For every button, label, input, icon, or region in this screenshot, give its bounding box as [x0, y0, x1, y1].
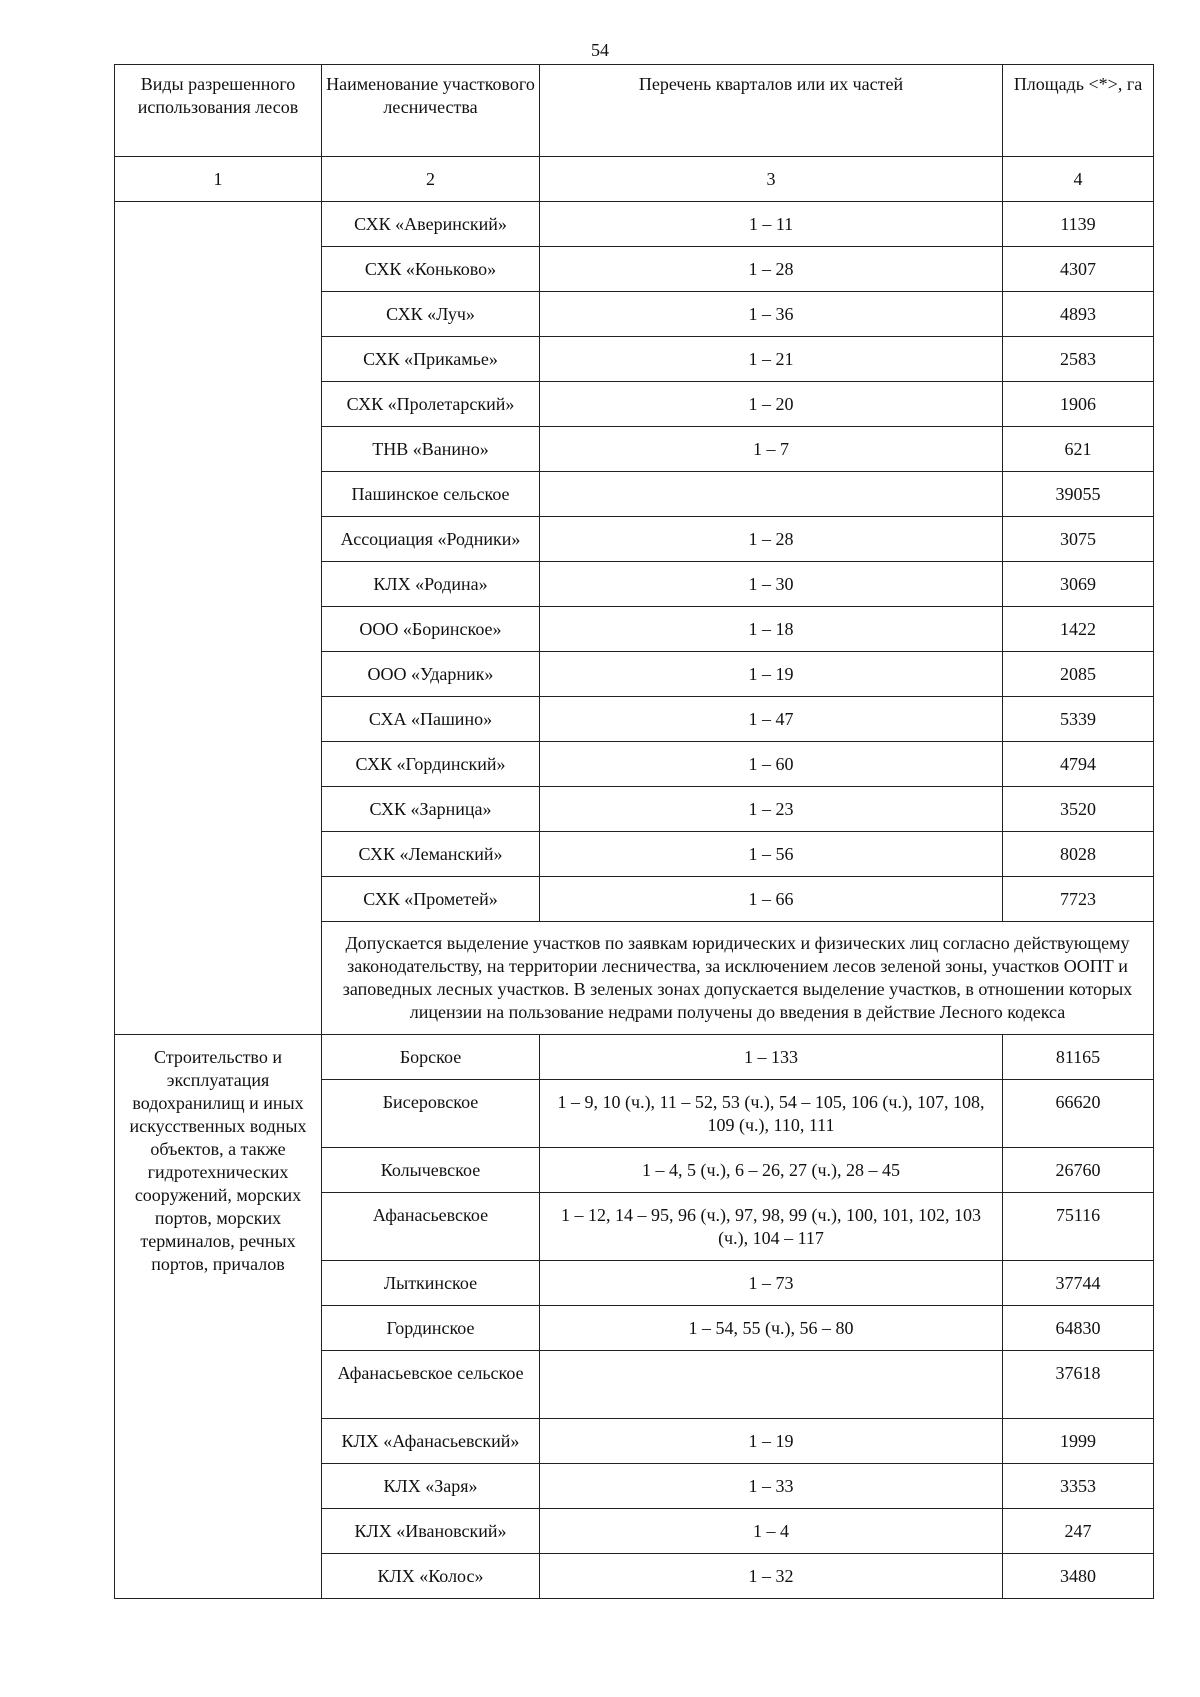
area-cell: 1999 [1003, 1419, 1154, 1464]
quarters-cell: 1 – 28 [540, 247, 1003, 292]
forestry-name-cell: Пашинское сельское [322, 472, 540, 517]
forestry-name-cell: ТНВ «Ванино» [322, 427, 540, 472]
area-cell: 8028 [1003, 832, 1154, 877]
forestry-name-cell: Ассоциация «Родники» [322, 517, 540, 562]
quarters-cell: 1 – 4 [540, 1509, 1003, 1554]
area-cell: 26760 [1003, 1148, 1154, 1193]
area-cell: 3480 [1003, 1554, 1154, 1599]
area-cell: 64830 [1003, 1306, 1154, 1351]
quarters-cell: 1 – 28 [540, 517, 1003, 562]
forestry-name-cell: ООО «Боринское» [322, 607, 540, 652]
header-cell-forestry-name: Наименование участкового лесничества [322, 65, 540, 157]
forestry-name-cell: КЛХ «Заря» [322, 1464, 540, 1509]
area-cell: 4893 [1003, 292, 1154, 337]
area-cell: 7723 [1003, 877, 1154, 922]
table-row [115, 202, 1154, 247]
page-number: 54 [591, 40, 609, 60]
area-cell: 66620 [1003, 1080, 1154, 1148]
forestry-name-cell: СХК «Аверинский» [322, 202, 540, 247]
forestry-name-cell: СХК «Прикамье» [322, 337, 540, 382]
forestry-name-cell: КЛХ «Афанасьевский» [322, 1419, 540, 1464]
quarters-cell: 1 – 36 [540, 292, 1003, 337]
quarters-cell: 1 – 33 [540, 1464, 1003, 1509]
area-cell: 1422 [1003, 607, 1154, 652]
quarters-cell: 1 – 18 [540, 607, 1003, 652]
area-cell: 75116 [1003, 1193, 1154, 1261]
area-cell: 4794 [1003, 742, 1154, 787]
quarters-cell: 1 – 54, 55 (ч.), 56 – 80 [540, 1306, 1003, 1351]
forestry-name-cell: КЛХ «Колос» [322, 1554, 540, 1599]
quarters-cell: 1 – 56 [540, 832, 1003, 877]
area-cell: 5339 [1003, 697, 1154, 742]
column-number: 4 [1003, 157, 1154, 202]
column-number: 1 [115, 157, 322, 202]
area-cell: 2085 [1003, 652, 1154, 697]
forestry-name-cell: СХК «Коньково» [322, 247, 540, 292]
forestry-name-cell: СХК «Пролетарский» [322, 382, 540, 427]
quarters-cell: 1 – 133 [540, 1035, 1003, 1080]
quarters-cell: 1 – 60 [540, 742, 1003, 787]
quarters-cell: 1 – 19 [540, 652, 1003, 697]
quarters-cell: 1 – 9, 10 (ч.), 11 – 52, 53 (ч.), 54 – 105, 106 (ч.), 107, 108, 109 (ч.), 110, 111 [540, 1080, 1003, 1148]
column-number-row [115, 157, 1154, 202]
header-cell-quarters: Перечень кварталов или их частей [540, 65, 1003, 157]
area-cell: 3075 [1003, 517, 1154, 562]
forestry-name-cell: СХК «Леманский» [322, 832, 540, 877]
area-cell: 39055 [1003, 472, 1154, 517]
quarters-cell: 1 – 7 [540, 427, 1003, 472]
area-cell: 2583 [1003, 337, 1154, 382]
forestry-name-cell: Лыткинское [322, 1261, 540, 1306]
forestry-name-cell: СХК «Зарница» [322, 787, 540, 832]
area-cell: 3069 [1003, 562, 1154, 607]
header-cell-area: Площадь <*>, га [1003, 65, 1154, 157]
category-cell-empty [115, 202, 322, 1035]
area-cell: 3520 [1003, 787, 1154, 832]
forestry-name-cell: СХК «Прометей» [322, 877, 540, 922]
quarters-cell: 1 – 19 [540, 1419, 1003, 1464]
forestry-name-cell: Бисеровское [322, 1080, 540, 1148]
quarters-cell: 1 – 32 [540, 1554, 1003, 1599]
forestry-name-cell: КЛХ «Ивановский» [322, 1509, 540, 1554]
area-cell: 621 [1003, 427, 1154, 472]
category-cell: Строительство и эксплуатация водохранилищ и иных искусственных водных объектов, а также гидротехнических сооружений, морских портов, морских терминалов, речных портов, причалов [115, 1035, 322, 1599]
forestry-name-cell: Афанасьевское сельское [322, 1351, 540, 1419]
forestry-name-cell: КЛХ «Родина» [322, 562, 540, 607]
quarters-cell: 1 – 11 [540, 202, 1003, 247]
column-number: 3 [540, 157, 1003, 202]
quarters-cell: 1 – 12, 14 – 95, 96 (ч.), 97, 98, 99 (ч.), 100, 101, 102, 103 (ч.), 104 – 117 [540, 1193, 1003, 1261]
area-cell: 4307 [1003, 247, 1154, 292]
quarters-cell: 1 – 4, 5 (ч.), 6 – 26, 27 (ч.), 28 – 45 [540, 1148, 1003, 1193]
quarters-cell: 1 – 73 [540, 1261, 1003, 1306]
column-number: 2 [322, 157, 540, 202]
forestry-name-cell: ООО «Ударник» [322, 652, 540, 697]
forestry-name-cell: Гординское [322, 1306, 540, 1351]
forestry-name-cell: Афанасьевское [322, 1193, 540, 1261]
forestry-name-cell: Колычевское [322, 1148, 540, 1193]
quarters-cell: 1 – 21 [540, 337, 1003, 382]
area-cell: 37744 [1003, 1261, 1154, 1306]
forestry-name-cell: СХА «Пашино» [322, 697, 540, 742]
forestry-name-cell: СХК «Гординский» [322, 742, 540, 787]
forest-use-table [114, 64, 1154, 1599]
header-row [115, 65, 1154, 157]
area-cell: 1139 [1003, 202, 1154, 247]
forestry-name-cell: Борское [322, 1035, 540, 1080]
quarters-cell: 1 – 20 [540, 382, 1003, 427]
area-cell: 1906 [1003, 382, 1154, 427]
note-text: Допускается выделение участков по заявкам юридических и физических лиц согласно действующему законодательству, на территории лесничества, за исключением лесов зеленой зоны, участков ООПТ и заповедных лесных участков. В зеленых зонах допускается выделение участков, в отношении которых лицензии на пользование недрами получены до введения в действие Лесного кодекса [322, 922, 1154, 1035]
area-cell: 3353 [1003, 1464, 1154, 1509]
quarters-cell [540, 1351, 1003, 1419]
quarters-cell: 1 – 66 [540, 877, 1003, 922]
quarters-cell: 1 – 30 [540, 562, 1003, 607]
header-cell-use-type: Виды разрешенного использования лесов [115, 65, 322, 157]
forestry-name-cell: СХК «Луч» [322, 292, 540, 337]
table-row [115, 1035, 1154, 1080]
quarters-cell: 1 – 23 [540, 787, 1003, 832]
area-cell: 247 [1003, 1509, 1154, 1554]
quarters-cell [540, 472, 1003, 517]
quarters-cell: 1 – 47 [540, 697, 1003, 742]
area-cell: 37618 [1003, 1351, 1154, 1419]
area-cell: 81165 [1003, 1035, 1154, 1080]
